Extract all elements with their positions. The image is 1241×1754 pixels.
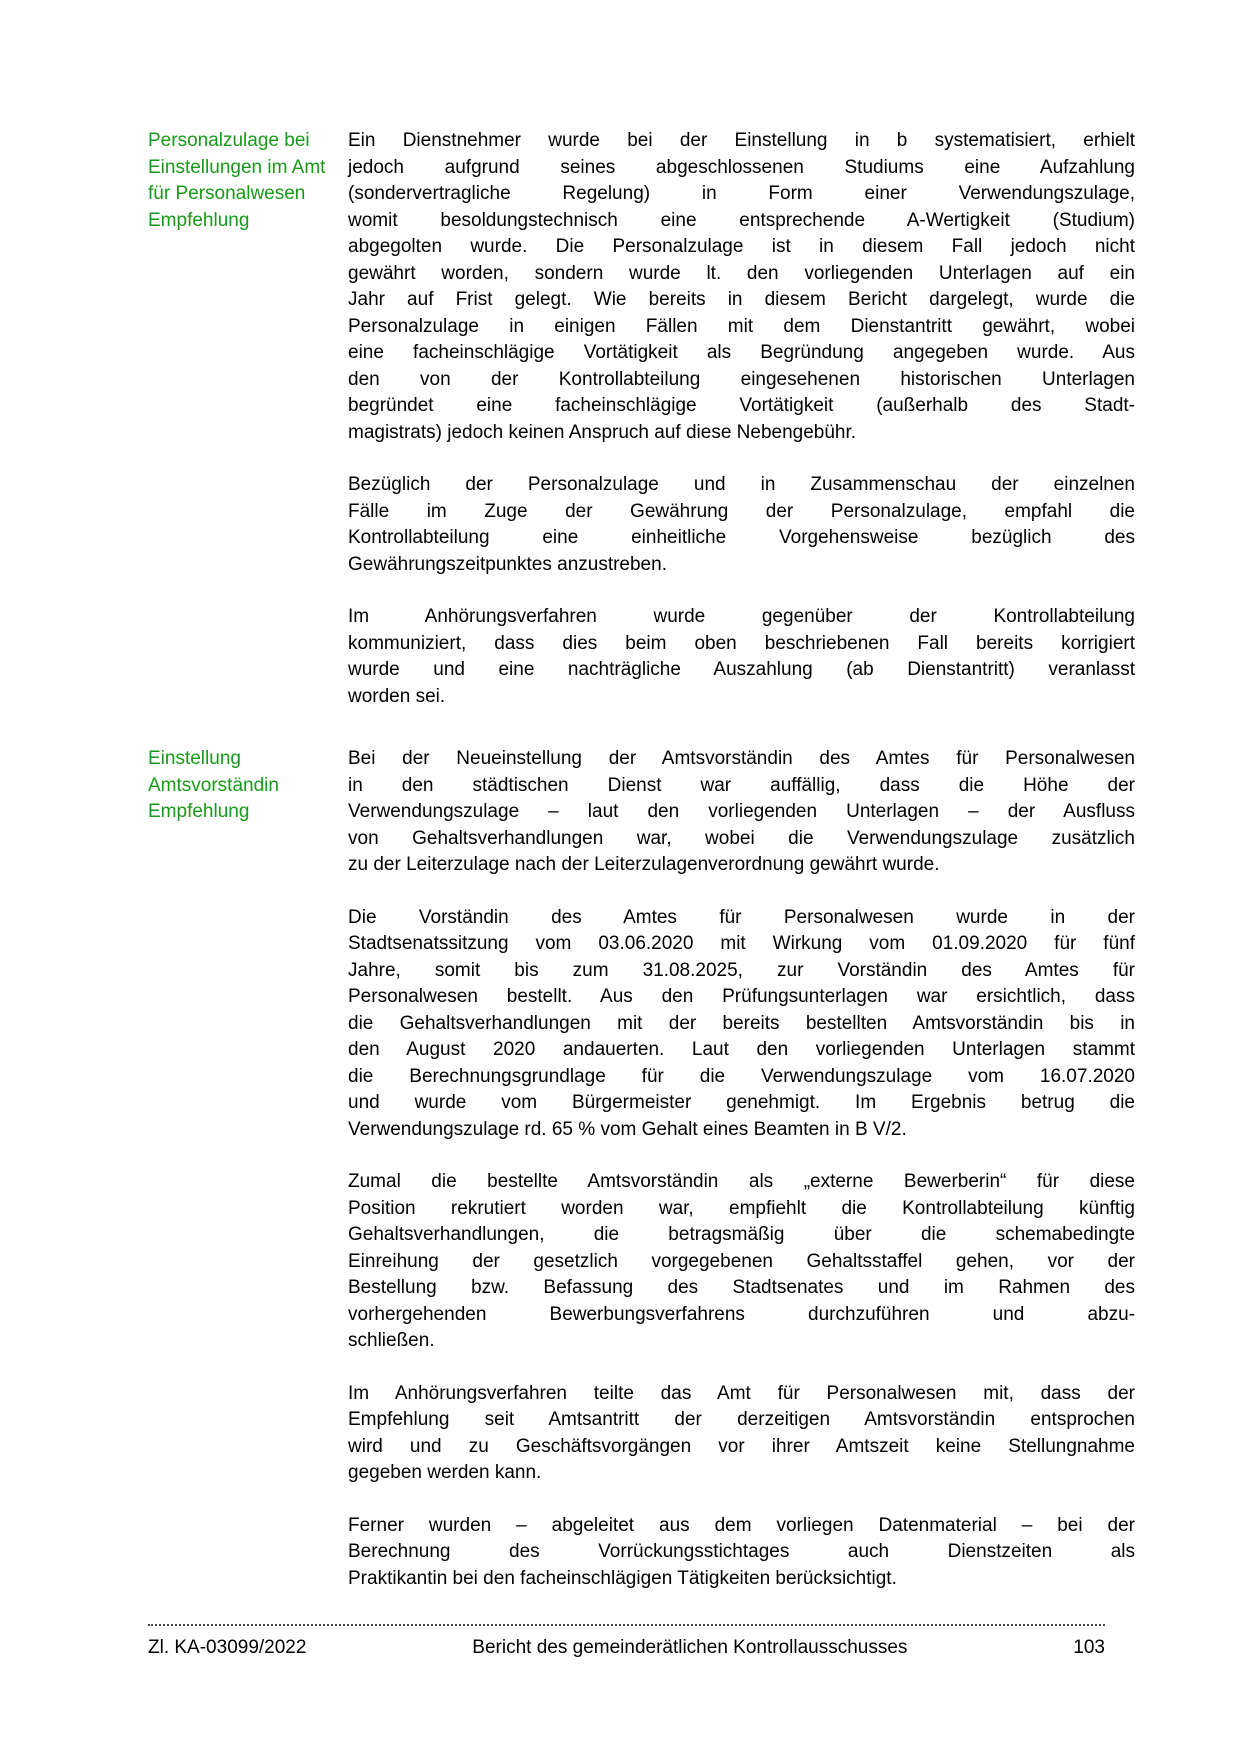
- text-line: Jahre, somit bis zum 31.08.2025, zur Vorständin des Amtes für: [348, 959, 1135, 981]
- footer-row: [148, 1635, 1105, 1661]
- text-line: Bestellung bzw. Befassung des Stadtsenates und im Rahmen des: [348, 1277, 1135, 1298]
- body-paragraph: [348, 604, 1135, 710]
- text-line: jedoch aufgrund seines abgeschlossenen Studiums eine Aufzahlung: [348, 156, 1135, 178]
- text-line: Im Anhörungsverfahren wurde gegenüber der Kontrollabteilung: [348, 606, 1135, 627]
- margin-label-line: Empfehlung: [148, 209, 250, 231]
- text-line: Berechnung des Vorrückungsstichtages auch Dienstzeiten als: [348, 1541, 1135, 1562]
- text-line: von Gehaltsverhandlungen war, wobei die Verwendungszulage zusätzlich: [348, 827, 1135, 849]
- body-paragraph: [348, 1513, 1135, 1593]
- text-line: Ein Dienstnehmer wurde bei der Einstellung in b systematisiert, erhielt: [348, 130, 1135, 151]
- text-line: Verwendungszulage rd. 65 % vom Gehalt eines Beamten in B V/2.: [348, 1118, 907, 1140]
- text-line: womit besoldungstechnisch eine entsprechende A-Wertigkeit (Studium): [348, 209, 1135, 231]
- footer-report-title: Bericht des gemeinderätlichen Kontrollausschusses: [472, 1637, 908, 1658]
- text-line: Praktikantin bei den facheinschlägigen Tätigkeiten berücksichtigt.: [348, 1567, 897, 1589]
- page-footer: [148, 1624, 1105, 1661]
- text-line: den August 2020 andauerten. Laut den vorliegenden Unterlagen stammt: [348, 1039, 1135, 1060]
- text-line: schließen.: [348, 1330, 435, 1351]
- text-line: Fälle im Zuge der Gewährung der Personalzulage, empfahl die: [348, 500, 1135, 522]
- text-line: wurde und eine nachträgliche Auszahlung (ab Dienstantritt) veranlasst: [348, 659, 1135, 680]
- report-section: [148, 128, 1135, 710]
- text-line: die Gehaltsverhandlungen mit der bereits bestellten Amtsvorständin bis in: [348, 1012, 1135, 1034]
- text-line: Jahr auf Frist gelegt. Wie bereits in diesem Bericht dargelegt, wurde die: [348, 289, 1135, 310]
- text-line: wird und zu Geschäftsvorgängen vor ihrer Amtszeit keine Stellungnahme: [348, 1435, 1135, 1457]
- text-line: Verwendungszulage – laut den vorliegenden Unterlagen – der Ausfluss: [348, 801, 1135, 822]
- text-line: begründet eine facheinschlägige Vortätigkeit (außerhalb des Stadt-: [348, 395, 1135, 416]
- margin-label-line: Einstellung: [148, 748, 241, 769]
- section-body: [348, 128, 1135, 710]
- text-line: Die Vorständin des Amtes für Personalwesen wurde in der: [348, 906, 1135, 928]
- margin-label: [148, 128, 348, 234]
- section-body: [348, 746, 1135, 1592]
- body-paragraph: [348, 1381, 1135, 1487]
- text-line: Ferner wurden – abgeleitet aus dem vorliegen Datenmaterial – bei der: [348, 1514, 1135, 1536]
- text-line: Empfehlung seit Amtsantritt der derzeitigen Amtsvorständin entsprochen: [348, 1409, 1135, 1430]
- document-sections: [148, 128, 1135, 1592]
- text-line: und wurde vom Bürgermeister genehmigt. Im Ergebnis betrug die: [348, 1092, 1135, 1113]
- text-line: vorhergehenden Bewerbungsverfahrens durchzuführen und abzu-: [348, 1303, 1135, 1325]
- text-line: Kontrollabteilung eine einheitliche Vorgehensweise bezüglich des: [348, 527, 1135, 548]
- text-line: gegeben werden kann.: [348, 1462, 542, 1483]
- text-line: Personalzulage in einigen Fällen mit dem Dienstantritt gewährt, wobei: [348, 315, 1135, 337]
- body-paragraph: [348, 1169, 1135, 1355]
- text-line: Im Anhörungsverfahren teilte das Amt für Personalwesen mit, dass der: [348, 1382, 1135, 1404]
- text-line: eine facheinschlägige Vortätigkeit als Begründung angegeben wurde. Aus: [348, 342, 1135, 363]
- text-line: kommuniziert, dass dies beim oben beschriebenen Fall bereits korrigiert: [348, 632, 1135, 654]
- text-line: Gehaltsverhandlungen, die betragsmäßig über die schemabedingte: [348, 1224, 1135, 1245]
- margin-label-line: für Personalwesen: [148, 183, 306, 204]
- text-line: gewährt worden, sondern wurde lt. den vorliegenden Unterlagen auf ein: [348, 262, 1135, 284]
- text-line: Position rekrutiert worden war, empfiehlt die Kontrollabteilung künftig: [348, 1197, 1135, 1219]
- body-paragraph: [348, 746, 1135, 879]
- body-paragraph: [348, 128, 1135, 446]
- margin-label-line: Empfehlung: [148, 801, 250, 822]
- text-line: den von der Kontrollabteilung eingesehenen historischen Unterlagen: [348, 368, 1135, 390]
- text-line: in den städtischen Dienst war auffällig, dass die Höhe der: [348, 774, 1135, 796]
- text-line: Bei der Neueinstellung der Amtsvorständin des Amtes für Personalwesen: [348, 748, 1135, 769]
- footer-page-number: 103: [1073, 1637, 1105, 1658]
- text-line: abgegolten wurde. Die Personalzulage ist in diesem Fall jedoch nicht: [348, 236, 1135, 257]
- margin-label-line: Einstellungen im Amt: [148, 156, 326, 178]
- text-line: magistrats) jedoch keinen Anspruch auf diese Nebengebühr.: [348, 421, 857, 443]
- body-paragraph: [348, 472, 1135, 578]
- text-line: Einreihung der gesetzlich vorgegebenen Gehaltsstaffel gehen, vor der: [348, 1250, 1135, 1272]
- footer-reference-number: Zl. KA-03099/2022: [148, 1637, 307, 1658]
- text-line: (sondervertragliche Regelung) in Form einer Verwendungszulage,: [348, 183, 1135, 204]
- report-section: [148, 746, 1135, 1592]
- margin-label-line: Amtsvorständin: [148, 774, 279, 796]
- text-line: Gewährungszeitpunktes anzustreben.: [348, 553, 667, 575]
- margin-label: [148, 746, 348, 826]
- text-line: die Berechnungsgrundlage für die Verwendungszulage vom 16.07.2020: [348, 1065, 1135, 1087]
- footer-dotted-rule: [148, 1624, 1105, 1626]
- text-line: Bezüglich der Personalzulage und in Zusammenschau der einzelnen: [348, 474, 1135, 495]
- text-line: zu der Leiterzulage nach der Leiterzulagenverordnung gewährt wurde.: [348, 854, 940, 875]
- text-line: Zumal die bestellte Amtsvorständin als „externe Bewerberin“ für diese: [348, 1171, 1135, 1192]
- text-line: Stadtsenatssitzung vom 03.06.2020 mit Wirkung vom 01.09.2020 für fünf: [348, 933, 1135, 954]
- margin-label-line: Personalzulage bei: [148, 130, 310, 151]
- text-line: worden sei.: [348, 685, 446, 707]
- text-line: Personalwesen bestellt. Aus den Prüfungsunterlagen war ersichtlich, dass: [348, 986, 1135, 1007]
- body-paragraph: [348, 905, 1135, 1144]
